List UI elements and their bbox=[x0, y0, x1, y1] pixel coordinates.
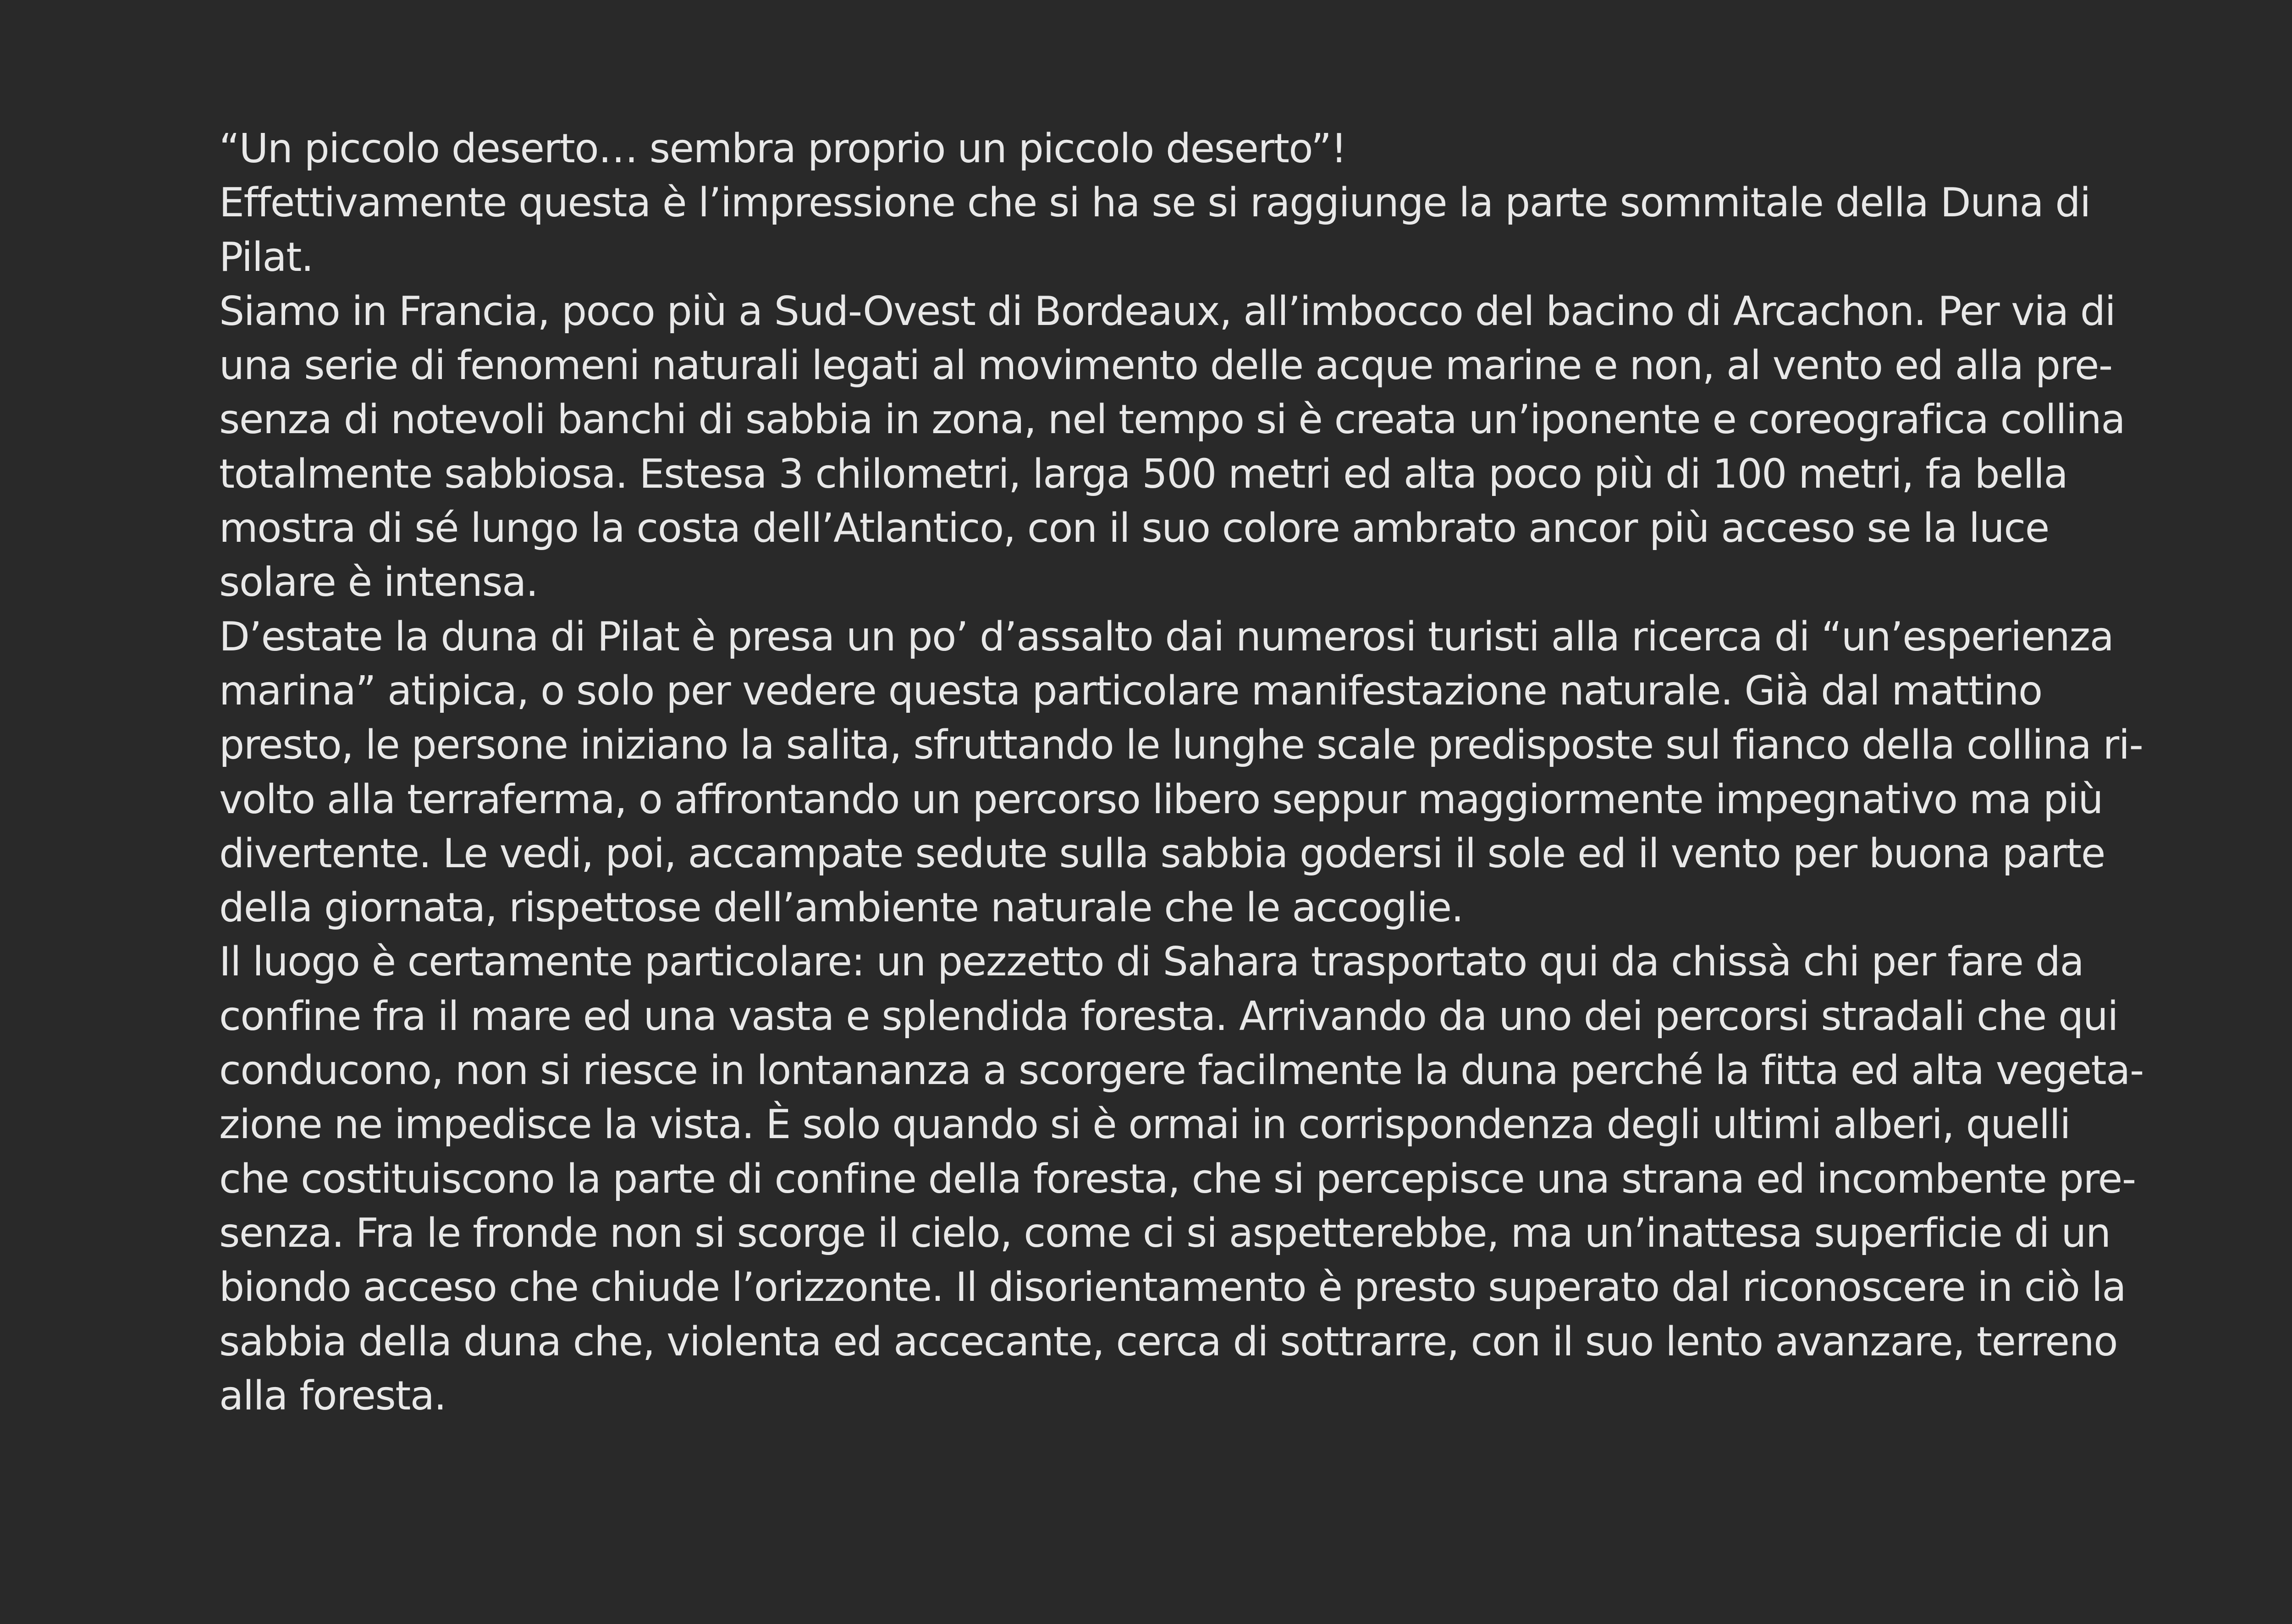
text-line: Pilat. bbox=[219, 233, 313, 281]
text-line: biondo acceso che chiude l’orizzonte. Il disorientamento è presto superato dal riconoscere in ciò la bbox=[219, 1264, 2126, 1311]
text-line: solare è intensa. bbox=[219, 559, 538, 606]
text-line: Il luogo è certamente particolare: un pezzetto di Sahara trasportato qui da chissà chi per fare da bbox=[219, 938, 2084, 985]
text-body bbox=[219, 121, 2292, 1423]
text-line: confine fra il mare ed una vasta e splendida foresta. Arrivando da uno dei percorsi stradali che qui bbox=[219, 992, 2118, 1040]
text-line: della giornata, rispettose dell’ambiente naturale che le accoglie. bbox=[219, 884, 1463, 931]
text-line: che costituiscono la parte di confine della foresta, che si percepisce una strana ed incombente pre- bbox=[219, 1155, 2136, 1202]
text-line: totalmente sabbiosa. Estesa 3 chilometri, larga 500 metri ed alta poco più di 100 metri, fa bella bbox=[219, 450, 2068, 497]
text-line: marina” atipica, o solo per vedere questa particolare manifestazione naturale. Già dal mattino bbox=[219, 667, 2042, 714]
text-line: una serie di fenomeni naturali legati al movimento delle acque marine e non, al vento ed alla pre- bbox=[219, 342, 2112, 389]
text-line: alla foresta. bbox=[219, 1372, 446, 1419]
text-line: presto, le persone iniziano la salita, sfruttando le lunghe scale predisposte sul fianco della collina ri- bbox=[219, 721, 2143, 769]
text-line: senza di notevoli banchi di sabbia in zona, nel tempo si è creata un’iponente e coreografica collina bbox=[219, 396, 2125, 443]
text-line: Siamo in Francia, poco più a Sud-Ovest di Bordeaux, all’imbocco del bacino di Arcachon. Per via di bbox=[219, 287, 2116, 335]
text-line: “Un piccolo deserto… sembra proprio un piccolo deserto”! bbox=[219, 125, 1347, 172]
text-line: conducono, non si riesce in lontananza a scorgere facilmente la duna perché la fitta ed alta vegeta- bbox=[219, 1047, 2143, 1094]
text-line: Effettivamente questa è l’impressione che si ha se si raggiunge la parte sommitale della Duna di bbox=[219, 179, 2090, 226]
text-line: D’estate la duna di Pilat è presa un po’ d’assalto dai numerosi turisti alla ricerca di “un’esperienza bbox=[219, 613, 2114, 660]
text-line: volto alla terraferma, o affrontando un percorso libero seppur maggiormente impegnativo ma più bbox=[219, 776, 2103, 823]
text-line: divertente. Le vedi, poi, accampate sedute sulla sabbia godersi il sole ed il vento per buona parte bbox=[219, 830, 2105, 877]
text-line: sabbia della duna che, violenta ed accecante, cerca di sottrarre, con il suo lento avanzare, terreno bbox=[219, 1318, 2117, 1365]
text-line: mostra di sé lungo la costa dell’Atlantico, con il suo colore ambrato ancor più acceso se la luce bbox=[219, 505, 2049, 552]
text-line: zione ne impedisce la vista. È solo quando si è ormai in corrispondenza degli ultimi alberi, quelli bbox=[219, 1101, 2070, 1148]
text-line: senza. Fra le fronde non si scorge il cielo, come ci si aspetterebbe, ma un’inattesa superficie di un bbox=[219, 1209, 2110, 1256]
